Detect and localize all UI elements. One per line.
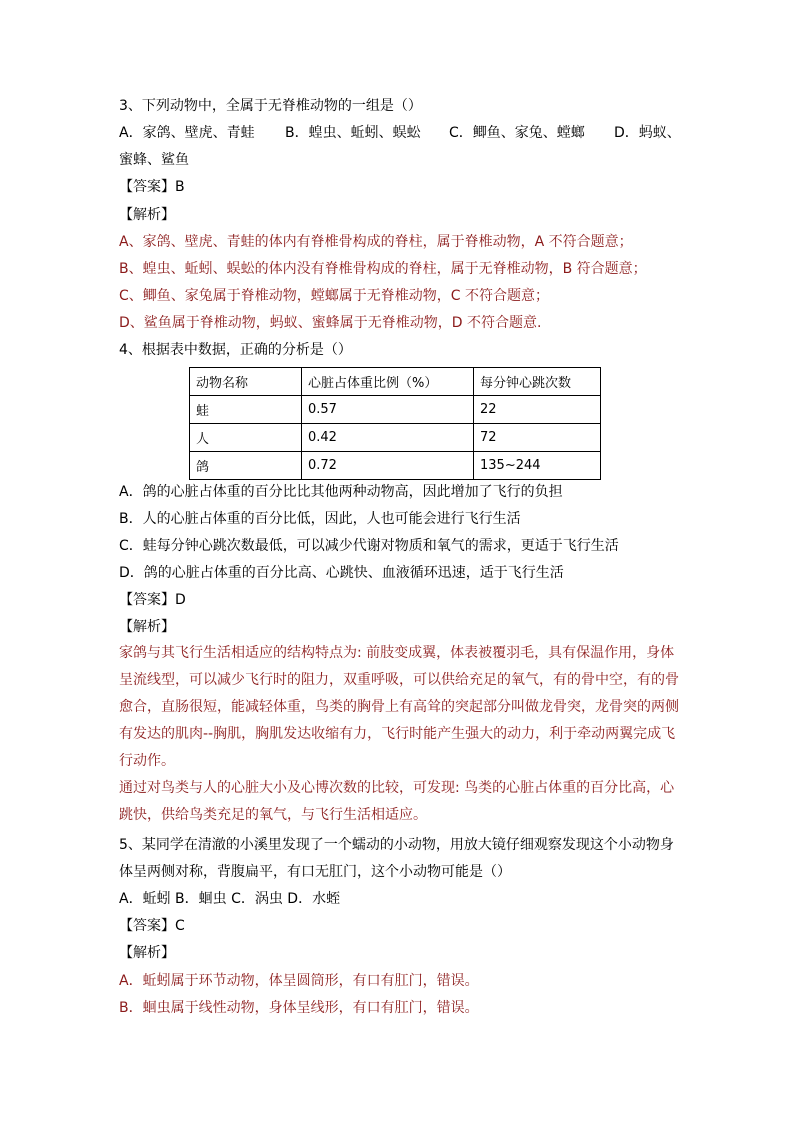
q4-analysis-label: 【解析】 bbox=[119, 619, 175, 635]
q5-stem-cont: 体呈两侧对称，背腹扁平，有口无肛门，这个小动物可能是（） bbox=[119, 864, 511, 880]
q3-option-b: B．蝗虫、蚯蚓、蜈蚣 bbox=[285, 125, 421, 141]
q3-analysis-line: B、蝗虫、蚯蚓、蜈蚣的体内没有脊椎骨构成的脊柱，属于无脊椎动物，B 符合题意； bbox=[119, 261, 647, 277]
q4-analysis-line: 家鸽与其飞行生活相适应的结构特点为: 前肢变成翼，体表被覆羽毛，具有保温作用，身体 bbox=[119, 645, 675, 661]
q4-analysis-line: 行动作。 bbox=[119, 753, 175, 769]
q4-analysis-line: 呈流线型，可以减少飞行时的阻力，双重呼吸，可以供给充足的氧气，有的骨中空，有的骨 bbox=[119, 672, 679, 688]
q3-analysis-line: C、鲫鱼、家兔属于脊椎动物，螳螂属于无脊椎动物，C 不符合题意； bbox=[119, 288, 549, 304]
table-cell: 22 bbox=[474, 396, 601, 424]
q4-analysis-paragraph-2 bbox=[119, 775, 679, 829]
table-header-row bbox=[190, 368, 601, 396]
q3-option-d: D．蚂蚁、 bbox=[614, 125, 681, 141]
table-cell: 0.72 bbox=[302, 452, 474, 480]
q4-analysis-paragraph-1 bbox=[119, 640, 679, 775]
q4-analysis-line: 有发达的肌肉--胸肌，胸肌发达收缩有力，飞行时能产生强大的动力，利于牵动两翼完成飞 bbox=[119, 726, 676, 742]
table-cell: 0.42 bbox=[302, 424, 474, 452]
q3-analysis-label: 【解析】 bbox=[119, 207, 175, 223]
q3-option-a: A．家鸽、壁虎、青蛙 bbox=[119, 125, 255, 141]
q4-option-b: B．人的心脏占体重的百分比低，因此，人也可能会进行飞行生活 bbox=[119, 511, 521, 527]
table-header-cell: 每分钟心跳次数 bbox=[474, 368, 601, 396]
q4-option-a: A．鸽的心脏占体重的百分比比其他两种动物高，因此增加了飞行的负担 bbox=[119, 484, 563, 500]
q4-analysis-line: 通过对鸟类与人的心脏大小及心博次数的比较，可发现: 鸟类的心脏占体重的百分比高，心 bbox=[119, 780, 675, 796]
q3-option-c: C．鲫鱼、家兔、螳螂 bbox=[449, 125, 585, 141]
q4-option-d: D．鸽的心脏占体重的百分比高、心跳快、血液循环迅速，适于飞行生活 bbox=[119, 565, 564, 581]
table-cell: 蛙 bbox=[190, 396, 302, 424]
q3-option-d-cont: 蜜蜂、鲨鱼 bbox=[119, 152, 189, 168]
q4-analysis-line: 跳快，供给鸟类充足的氧气，与飞行生活相适应。 bbox=[119, 807, 427, 823]
q5-options: A．蚯蚓 B．蛔虫 C．涡虫 D．水蛭 bbox=[119, 891, 341, 907]
table-row bbox=[190, 396, 601, 424]
q5-analysis-line: B．蛔虫属于线性动物，身体呈线形，有口有肛门，错误。 bbox=[119, 1000, 479, 1016]
q4-analysis-line: 愈合，直肠很短，能减轻体重，鸟类的胸骨上有高耸的突起部分叫做龙骨突，龙骨突的两侧 bbox=[119, 699, 679, 715]
heart-data-table bbox=[189, 367, 601, 480]
q4-option-c: C．蛙每分钟心跳次数最低，可以减少代谢对物质和氧气的需求，更适于飞行生活 bbox=[119, 538, 619, 554]
table-row bbox=[190, 452, 601, 480]
table-row bbox=[190, 424, 601, 452]
table-cell: 鸽 bbox=[190, 452, 302, 480]
table-cell: 135~244 bbox=[474, 452, 601, 480]
table-header-cell: 动物名称 bbox=[190, 368, 302, 396]
q5-analysis-label: 【解析】 bbox=[119, 945, 175, 961]
q5-analysis-line: A．蚯蚓属于环节动物，体呈圆筒形，有口有肛门，错误。 bbox=[119, 973, 479, 989]
q3-stem: 3、下列动物中，全属于无脊椎动物的一组是（） bbox=[119, 98, 422, 114]
q3-answer: 【答案】B bbox=[119, 179, 185, 195]
table-header-cell: 心脏占体重比例（%） bbox=[302, 368, 474, 396]
q3-analysis-line: D、鲨鱼属于脊椎动物，蚂蚁、蜜蜂属于无脊椎动物，D 不符合题意. bbox=[119, 315, 542, 331]
table-cell: 72 bbox=[474, 424, 601, 452]
q4-answer: 【答案】D bbox=[119, 592, 186, 608]
q3-analysis-line: A、家鸽、壁虎、青蛙的体内有脊椎骨构成的脊柱，属于脊椎动物，A 不符合题意； bbox=[119, 234, 633, 250]
q5-answer: 【答案】C bbox=[119, 918, 185, 934]
table-cell: 人 bbox=[190, 424, 302, 452]
table-cell: 0.57 bbox=[302, 396, 474, 424]
q4-stem: 4、根据表中数据，正确的分析是（） bbox=[119, 342, 352, 358]
q5-stem: 5、某同学在清澈的小溪里发现了一个蠕动的小动物，用放大镜仔细观察发现这个小动物身 bbox=[119, 837, 674, 853]
